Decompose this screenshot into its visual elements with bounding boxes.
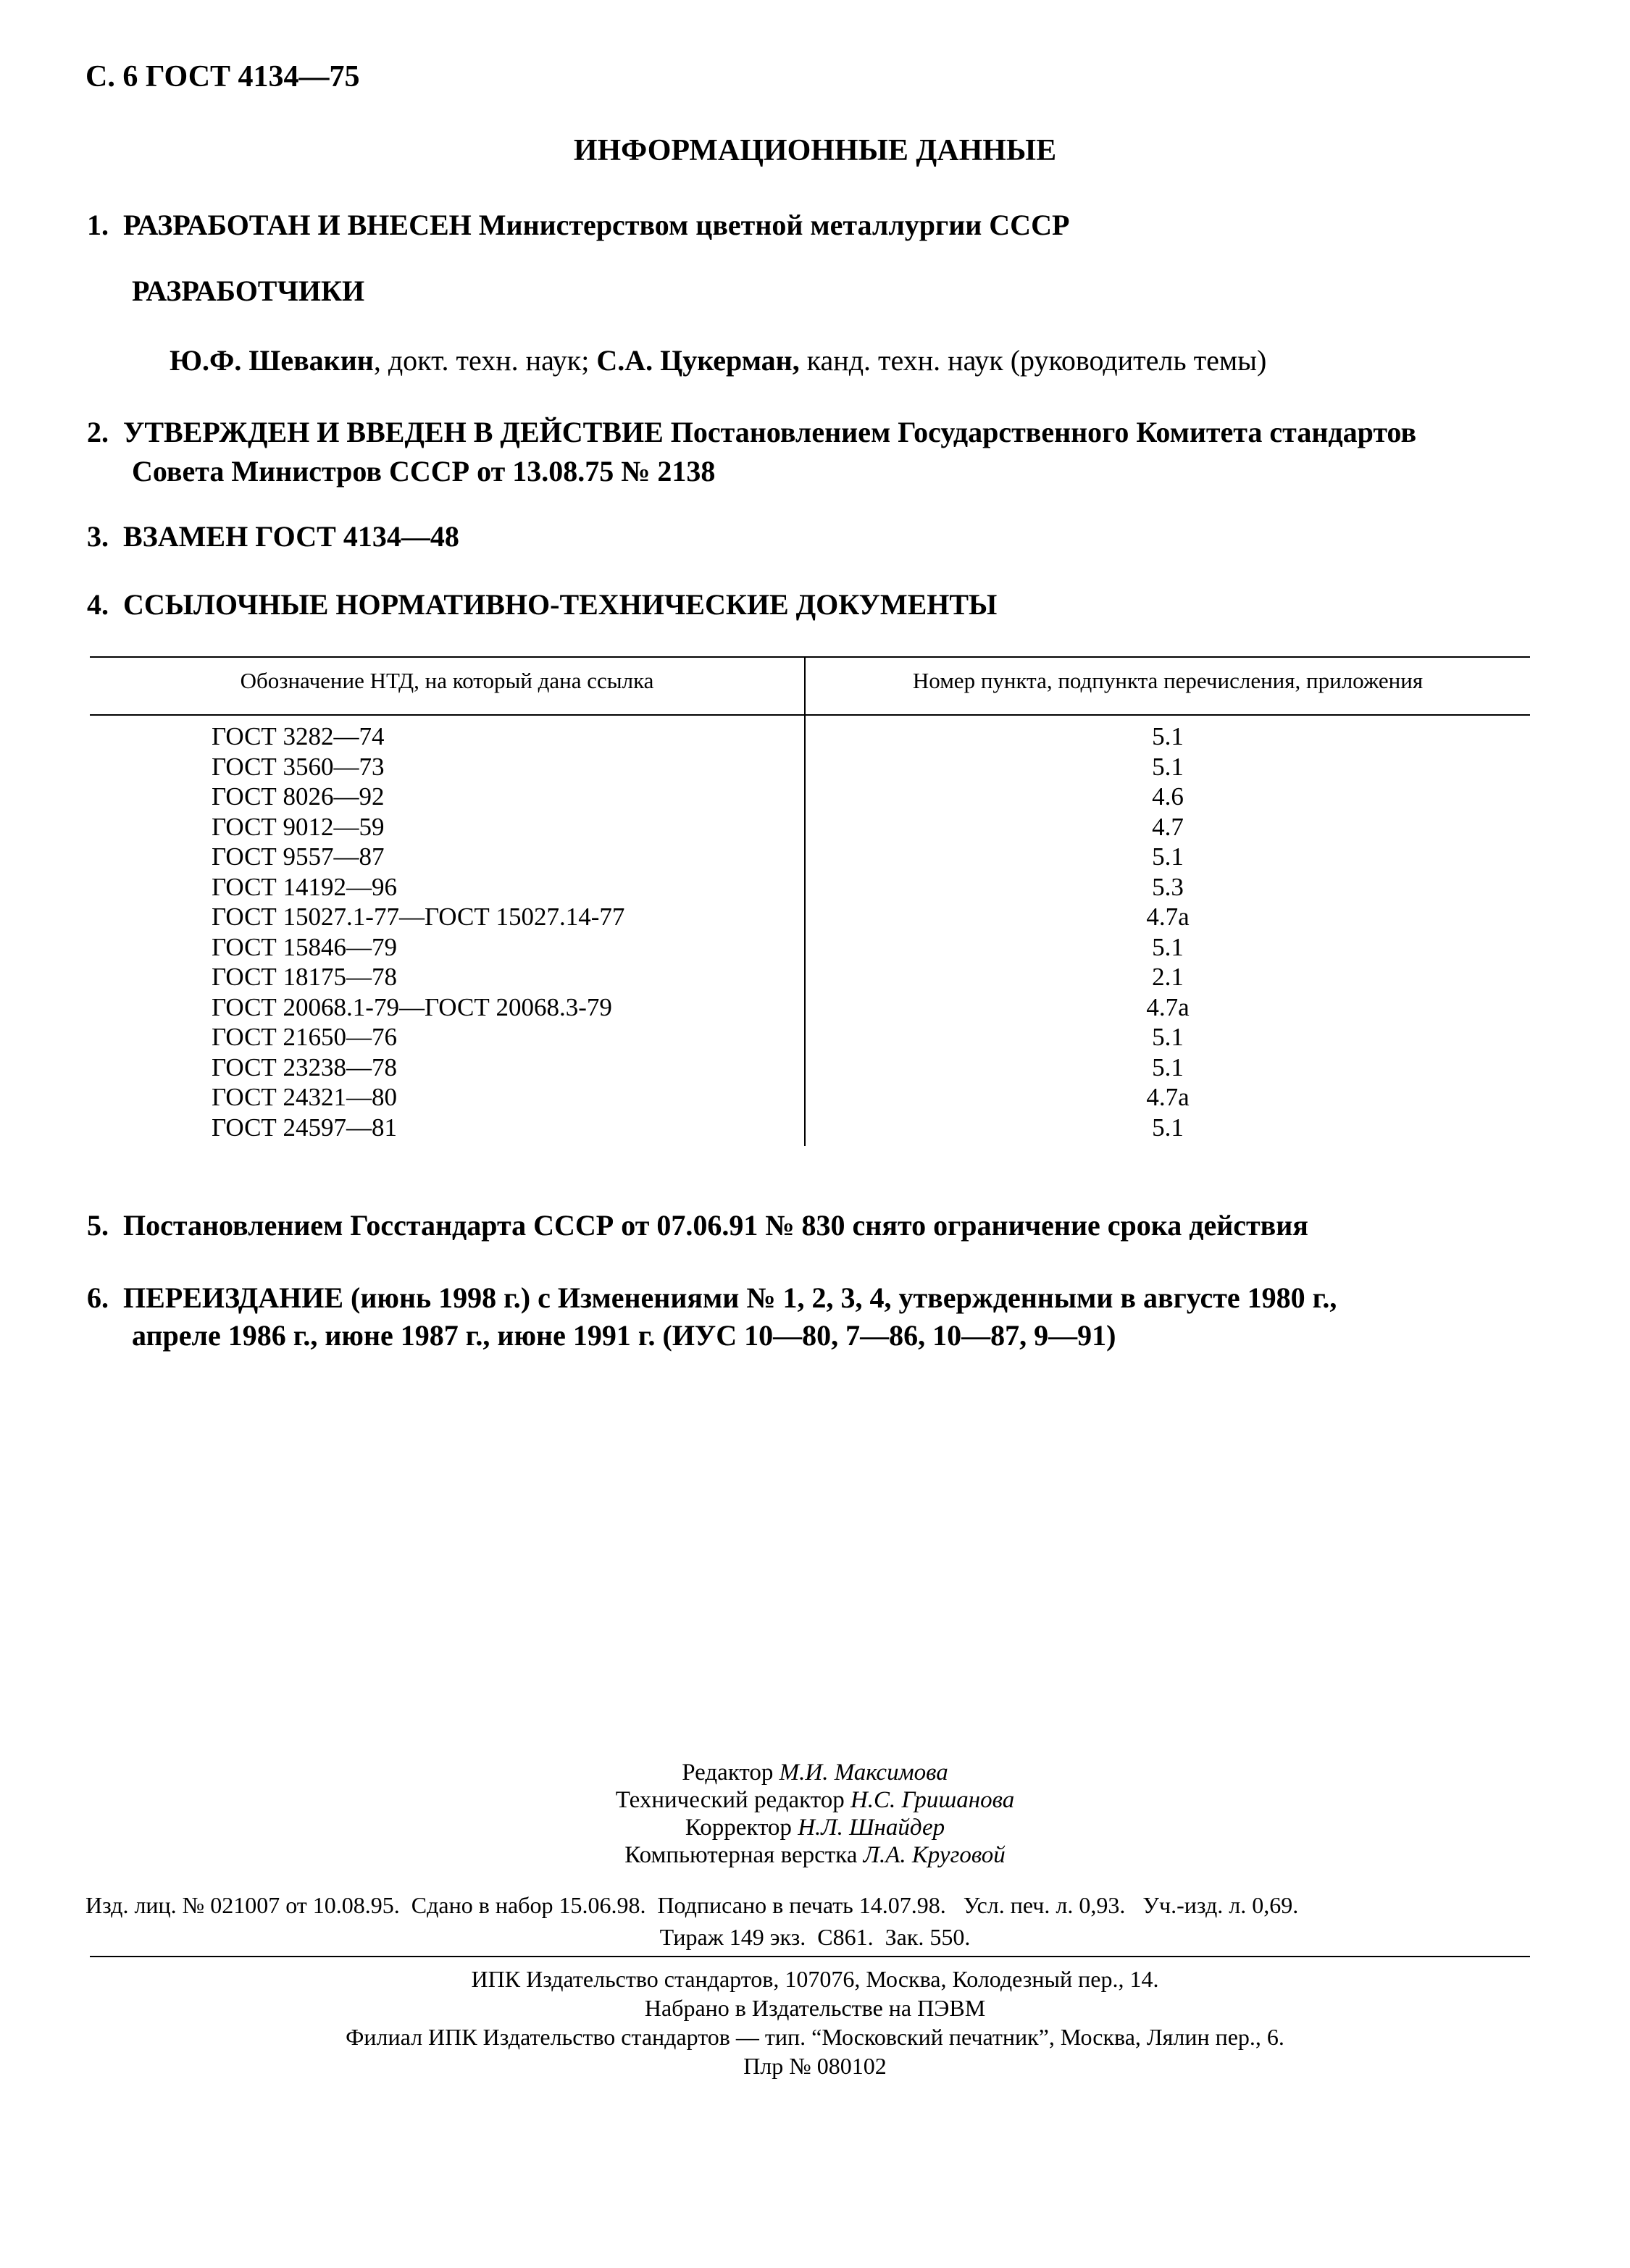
print-details-line-2: Тираж 149 экз. С861. Зак. 550.: [659, 1924, 971, 1950]
credit-person: Л.А. Круговой: [863, 1842, 1006, 1868]
publisher-line: Плр № 080102: [743, 2053, 887, 2079]
table-cell-clause: 5.1: [1152, 842, 1184, 871]
table-cell-clause: 4.6: [1152, 782, 1184, 811]
table-header-rule: [90, 714, 1530, 716]
table-cell-clause: 4.7а: [1146, 1083, 1190, 1111]
credit-role: Корректор: [685, 1815, 798, 1841]
item-6-line-2: апреле 1986 г., июне 1987 г., июне 1991 г. (ИУС 10—80, 7—86, 10—87, 9—91): [132, 1319, 1116, 1352]
credit-person: М.И. Максимова: [779, 1759, 948, 1786]
table-cell-designation: ГОСТ 9012—59: [212, 812, 385, 841]
credit-corrector: [0, 1814, 1630, 1841]
table-cell-clause: 5.1: [1152, 752, 1184, 781]
item-1-text: РАЗРАБОТАН И ВНЕСЕН Министерством цветной металлургии СССР: [123, 209, 1070, 241]
developers-line: [170, 343, 1266, 377]
item-5-text: Постановлением Госстандарта СССР от 07.06.91 № 830 снято ограничение срока действия: [123, 1209, 1308, 1242]
item-3: [87, 517, 459, 556]
credit-editor: [0, 1759, 1630, 1786]
item-2-line-2: Совета Министров СССР от 13.08.75 № 2138: [132, 455, 716, 488]
developers-heading: РАЗРАБОТЧИКИ: [132, 275, 365, 307]
item-1: [87, 206, 1069, 245]
item-6: [87, 1279, 1337, 1352]
table-header-clause: Номер пункта, подпункта перечисления, приложения: [912, 668, 1424, 693]
table-header-designation: Обозначение НТД, на который дана ссылка: [240, 668, 654, 693]
item-number: 5.: [87, 1209, 109, 1242]
table-cell-designation: ГОСТ 8026—92: [212, 782, 385, 811]
item-4: [87, 585, 997, 624]
item-2: [87, 413, 1417, 488]
table-cell-clause: 5.1: [1152, 932, 1184, 961]
credits-block: [0, 1759, 1630, 1869]
table-cell-clause: 5.1: [1152, 1053, 1184, 1081]
table-cell-clause: 5.1: [1152, 1113, 1184, 1142]
table-cell-clause: 5.1: [1152, 1023, 1184, 1051]
credit-person: Н.Л. Шнайдер: [798, 1815, 945, 1841]
imprint-rule: [90, 1956, 1530, 1957]
item-number: 4.: [87, 588, 109, 621]
table-cell-clause: 5.1: [1152, 722, 1184, 750]
publisher-line: Набрано в Издательстве на ПЭВМ: [644, 1995, 986, 2021]
table-cell-clause: 4.7а: [1146, 903, 1190, 931]
table-cell-designation: ГОСТ 9557—87: [212, 842, 385, 871]
table-cell-clause: 2.1: [1152, 963, 1184, 991]
item-2-line-1: УТВЕРЖДЕН И ВВЕДЕН В ДЕЙСТВИЕ Постановлением Государственного Комитета стандартов: [123, 416, 1417, 448]
item-number: 3.: [87, 520, 109, 553]
table-top-rule: [90, 656, 1530, 658]
table-cell-designation: ГОСТ 21650—76: [212, 1023, 398, 1051]
table-cell-designation: ГОСТ 15027.1-77—ГОСТ 15027.14-77: [212, 903, 625, 931]
table-cell-designation: ГОСТ 23238—78: [212, 1053, 398, 1081]
table-cell-designation: ГОСТ 24321—80: [212, 1083, 398, 1111]
credit-tech-editor: [0, 1786, 1630, 1814]
publisher-line: ИПК Издательство стандартов, 107076, Москва, Колодезный пер., 14.: [471, 1966, 1159, 1992]
item-5: [87, 1208, 1308, 1242]
table-cell-designation: ГОСТ 15846—79: [212, 932, 398, 961]
print-details-line-1: Изд. лиц. № 021007 от 10.08.95. Сдано в набор 15.06.98. Подписано в печать 14.07.98. Усл. печ. л. 0,93. Уч.-изд. л. 0,69.: [85, 1892, 1299, 1918]
item-number: 2.: [87, 416, 109, 448]
developer-degree: , докт. техн. наук;: [373, 344, 597, 377]
publisher-block: [0, 1964, 1630, 2080]
credit-role: Технический редактор: [615, 1787, 850, 1813]
developer-name: С.А. Цукерман,: [596, 344, 800, 377]
table-cell-clause: 4.7а: [1146, 992, 1190, 1021]
table-cell-designation: ГОСТ 3560—73: [212, 752, 385, 781]
table-cell-designation: ГОСТ 18175—78: [212, 963, 398, 991]
item-number: 6.: [87, 1281, 109, 1314]
item-6-line-1: ПЕРЕИЗДАНИЕ (июнь 1998 г.) с Изменениями № 1, 2, 3, 4, утвержденными в августе 1980 г.,: [123, 1281, 1337, 1314]
developer-name: Ю.Ф. Шевакин: [170, 344, 374, 377]
table-cell-clause: 5.3: [1152, 872, 1184, 901]
credit-role: Компьютерная верстка: [624, 1842, 864, 1868]
credit-layout: [0, 1841, 1630, 1869]
document-title: ИНФОРМАЦИОННЫЕ ДАННЫЕ: [573, 134, 1057, 167]
publisher-line: Филиал ИПК Издательство стандартов — тип. “Московский печатник”, Москва, Лялин пер., 6.: [346, 2024, 1284, 2050]
table-column-designations: [212, 721, 624, 1142]
page-header: С. 6 ГОСТ 4134—75: [85, 60, 360, 93]
item-3-text: ВЗАМЕН ГОСТ 4134—48: [123, 520, 459, 553]
developer-degree: канд. техн. наук (руководитель темы): [799, 344, 1267, 377]
item-number: 1.: [87, 209, 109, 241]
table-cell-designation: ГОСТ 24597—81: [212, 1113, 398, 1142]
table-cell-clause: 4.7: [1152, 812, 1184, 841]
credit-person: Н.С. Гришанова: [850, 1787, 1015, 1813]
credit-role: Редактор: [682, 1759, 780, 1786]
item-4-text: ССЫЛОЧНЫЕ НОРМАТИВНО-ТЕХНИЧЕСКИЕ ДОКУМЕНТЫ: [123, 588, 998, 621]
table-cell-designation: ГОСТ 3282—74: [212, 722, 385, 750]
table-cell-designation: ГОСТ 20068.1-79—ГОСТ 20068.3-79: [212, 992, 612, 1021]
table-cell-designation: ГОСТ 14192—96: [212, 872, 398, 901]
table-column-clauses: [806, 721, 1530, 1142]
